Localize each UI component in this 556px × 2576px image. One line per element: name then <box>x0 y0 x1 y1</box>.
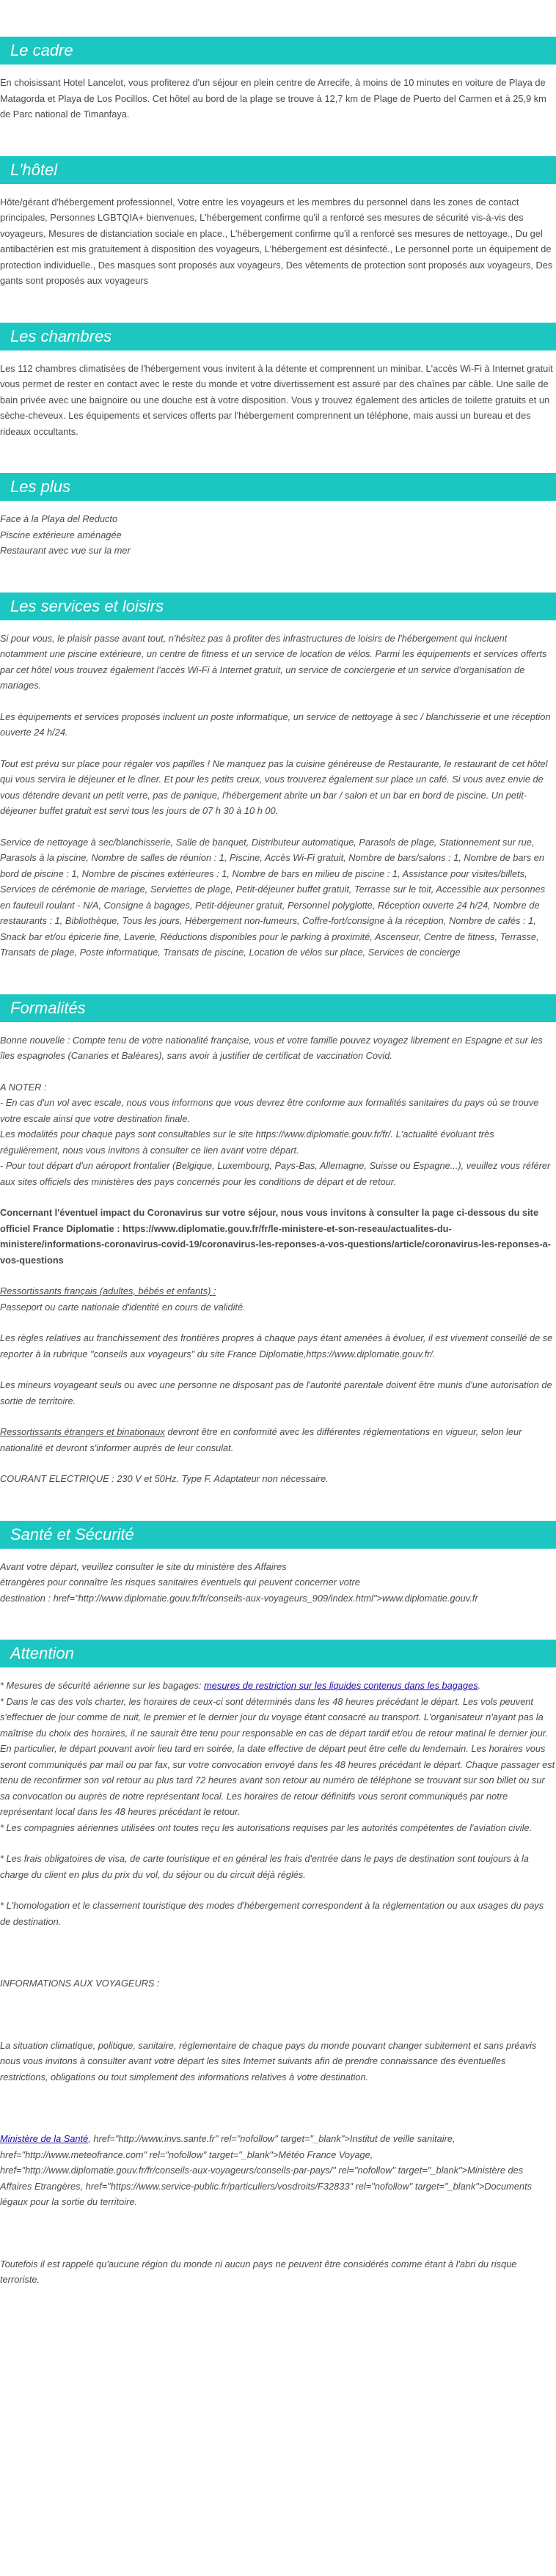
attention-body <box>0 1678 556 2288</box>
french-nationals-text: Passeport ou carte nationale d'identité en cours de validité. <box>0 1301 246 1313</box>
formalites-electric: COURANT ELECTRIQUE : 230 V et 50Hz. Type F. Adaptateur non nécessaire. <box>0 1473 329 1484</box>
spacer <box>0 2210 556 2256</box>
info-heading: INFORMATIONS AUX VOYAGEURS : <box>0 1978 160 1989</box>
section-title-sante: Santé et Sécurité <box>0 1521 556 1549</box>
plus-item: Piscine extérieure aménagée <box>0 529 122 540</box>
note-line: A NOTER : <box>0 1081 47 1093</box>
section-cadre <box>0 37 556 122</box>
section-chambres <box>0 323 556 440</box>
sites-rest: , href="http://www.invs.sante.fr" rel="nofollow" target="_blank">Institut de veille sanitaire, href="http://www.meteofrance.com" rel="nofollow" target="_blank">Météo France Voyage, href="http://www.diplomatie.gouv.fr/fr/conseils-aux-voyageurs/conseils-par-pays/" rel="nofollow" target="_blank">Ministère des Affaires Etrangères, href="https://www.service-public.fr/particuliers/vosdroits/F32833" rel="nofollow" target="_blank">Documents légaux pour la sortie du territoire. <box>0 2133 533 2207</box>
section-plus <box>0 473 556 559</box>
fees-text: * Les frais obligatoires de visa, de carte touristique et en général les frais d'entrée dans le pays de destination sont toujours à la charge du client en plus du prix du vol, du séjour ou du circuit déjà réglés. <box>0 1853 529 1880</box>
sante-text <box>0 1559 556 1607</box>
section-attention <box>0 1640 556 2288</box>
spacer <box>0 1929 556 1975</box>
sites-text <box>0 2131 556 2210</box>
sante-line: étrangères pour connaître les risques sanitaires éventuels qui peuvent concerner votre <box>0 1577 360 1588</box>
formalites-note <box>0 1079 556 1190</box>
section-formalites <box>0 994 556 1487</box>
section-title-formalites: Formalités <box>0 994 556 1022</box>
section-sante <box>0 1521 556 1607</box>
spacer <box>0 1882 556 1898</box>
section-title-chambres: Les chambres <box>0 323 556 351</box>
formalites-french-nationals <box>0 1283 556 1315</box>
ministere-sante-link[interactable]: Ministère de la Santé <box>0 2133 89 2144</box>
sante-line: destination : href="http://www.diplomatie.gouv.fr/fr/conseils-aux-voyageurs_909/index.html">www.diplomatie.gouv.fr <box>0 1592 478 1604</box>
section-title-attention: Attention <box>0 1640 556 1667</box>
homologation-text: * L'homologation et le classement touristique des modes d'hébergement correspondent à la réglementation ou aux usages du pays de destination. <box>0 1900 544 1927</box>
foreign-text: devront être en conformité avec les différentes réglementations en vigueur, selon leur nationalité et devront s'informer auprès de leur consulat. <box>0 1426 522 1453</box>
security-suffix: . <box>478 1680 481 1691</box>
services-paragraph: Si pour vous, le plaisir passe avant tout, n'hésitez pas à profiter des infrastructures de loisirs de l'hébergement qui incluent notamment une piscine extérieure, un centre de fitness et un service de location de vélos. Parmi les équipements et services offerts par cet hôtel vous trouvez également l'accès Wi-Fi à Internet gratuit, un service de conciergerie et un service d'organisation de mariages. <box>0 632 547 691</box>
hotel-text: Hôte/gérant d'hébergement professionnel, Votre entre les voyageurs et les membres du personnel dans les zones de contact principales, Personnes LGBTQIA+ bienvenues, L'hébergement confirme qu'il a renforcé ses mesures de sécurité vis-à-vis des voyageurs, Mesures de distanciation sociale en place., L'hébergement confirme qu'il a renforcé ses mesures de nettoyage., Du gel antibactérien est mis gratuitement à disposition des voyageurs, L'hébergement est désinfecté., Le personnel porte un équipement de protection individuelle., Des masques sont proposés aux voyageurs, Des vêtements de protection sont proposés aux voyageurs, Des gants sont proposés aux voyageurs <box>0 196 553 286</box>
liquids-restriction-link[interactable]: mesures de restriction sur les liquides contenus dans les bagages <box>204 1680 478 1691</box>
security-line <box>0 1678 556 1694</box>
section-hotel <box>0 156 556 289</box>
section-title-plus: Les plus <box>0 473 556 501</box>
formalites-intro: Bonne nouvelle : Compte tenu de votre nationalité française, vous et votre famille pouvez voyagez librement en Espagne et sur les îles espagnoles (Canaries et Baléares), sans avoir à justifier de certificat de vaccination Covid. <box>0 1034 543 1061</box>
section-title-cadre: Le cadre <box>0 37 556 65</box>
flights-text: * Dans le cas des vols charter, les horaires de ceux-ci sont déterminés dans les 48 heures précédant le départ. Les vols peuvent s'effectuer de jour comme de nuit, le premier et le dernier jour du voyage étant consacré au transport. L'organisateur n'ayant pas la maîtrise du choix des horaires, il ne saurait être tenu pour responsable en cas de départ tardif et/ou de retour matinal le dernier jour. En particulier, le départ pouvant avoir lieu tard en soirée, la date effective de départ peut être celle du lendemain. Les horaires vous seront communiqués par mail ou par fax, sur votre convocation envoyé dans les 48 heures précédant le départ. Chaque passager est tenu de reconfirmer son vol retour au plus tard 72 heures avant son retour au numéro de téléphone se trouvant sur son billet ou sur sa convocation ou auprès de notre représentant local. Les horaires de retour définitifs vous seront communiqués par notre représentant local dans les 48 heures précédant le retour. <box>0 1695 555 1817</box>
french-nationals-heading: Ressortissants français (adultes, bébés et enfants) : <box>0 1285 216 1296</box>
spacer <box>0 1992 556 2038</box>
spacer <box>0 2085 556 2131</box>
plus-list <box>0 511 556 559</box>
spacer <box>0 1835 556 1851</box>
airlines-text: * Les compagnies aériennes utilisées ont toutes reçu les autorisations requises par les autorités compétentes de l'aviation civile. <box>0 1821 533 1833</box>
services-paragraph: Les équipements et services proposés incluent un poste informatique, un service de nettoyage à sec / blanchisserie et une réception ouverte 24 h/24. <box>0 711 551 738</box>
section-services <box>0 592 556 961</box>
plus-item: Face à la Playa del Reducto <box>0 513 118 524</box>
note-line: Les modalités pour chaque pays sont consultables sur le site https://www.diplomatie.gouv.fr/fr/. L'actualité évoluant très régulièrement, nous vous invitons à consulter ce lien avant votre départ. <box>0 1129 494 1156</box>
terror-text: Toutefois il est rappelé qu'aucune région du monde ni aucun pays ne peuvent être considérés comme étant à l'abri du risque terroriste. <box>0 2258 517 2285</box>
plus-item: Restaurant avec vue sur la mer <box>0 545 131 556</box>
note-line: - En cas d'un vol avec escale, nous vous informons que vous devrez être conforme aux formalités sanitaires du pays où se trouve votre escale ainsi que votre destination finale. <box>0 1097 539 1124</box>
sante-line: Avant votre départ, veuillez consulter le site du ministère des Affaires <box>0 1560 287 1572</box>
formalites-minors: Les mineurs voyageant seuls ou avec une personne ne disposant pas de l'autorité parentale doivent être munis d'une autorisation de sortie de territoire. <box>0 1379 552 1406</box>
section-title-hotel: L'hôtel <box>0 156 556 184</box>
note-line: - Pour tout départ d'un aéroport frontalier (Belgique, Luxembourg, Pays-Bas, Allemagne, Suisse ou Espagne...), veuillez vous référer aux sites officiels des ministères des pays concernés pour les conditions de départ et de retour. <box>0 1160 551 1187</box>
formalites-coronavirus: Concernant l'éventuel impact du Coronavirus sur votre séjour, nous vous invitons à consulter la page ci-dessous du site officiel France Diplomatie : https://www.diplomatie.gouv.fr/fr/le-ministere-et-son-reseau/actualites-du-ministere/informations-coronavirus-covid-19/coronavirus-les-reponses-a-vos-questions/article/coronavirus-les-reponses-a-vos-questions <box>0 1207 551 1266</box>
formalites-rules: Les règles relatives au franchissement des frontières propres à chaque pays étant amenées à évoluer, il est vivement conseillé de se reporter à la rubrique "conseils aux voyageurs" du site France Diplomatie,https://www.diplomatie.gouv.fr/. <box>0 1332 553 1359</box>
cadre-text: En choisissant Hotel Lancelot, vous profiterez d'un séjour en plein centre de Arrecife, à moins de 10 minutes en voiture de Playa de Matagorda et Playa de Los Pocillos. Cet hôtel au bord de la plage se trouve à 12,7 km de Plage de Puerto del Carmen et à 25,9 km de Parc national de Timanfaya. <box>0 77 546 120</box>
situation-line: nous vous invitons à consulter avant votre départ les sites Internet suivants afin de prendre connaissance des éventuelles restrictions, obligations ou tout simplement des informations relatives à votre destination. <box>0 2055 506 2083</box>
security-prefix: * Mesures de sécurité aérienne sur les bagages: <box>0 1680 205 1691</box>
chambres-text: Les 112 chambres climatisées de l'hébergement vous invitent à la détente et comprennent un minibar. L'accès Wi-Fi à Internet gratuit vous permet de rester en contact avec le reste du monde et votre divertissement est assuré par des chaînes par câble. Une salle de bain privée avec une baignoire ou une douche est à votre disposition. Vous y trouvez également des articles de toilette gratuits et un sèche-cheveux. Les équipements et services offerts par l'hébergement comprennent un téléphone, mais aussi un bureau et des rideaux occultants. <box>0 362 553 437</box>
section-title-services: Les services et loisirs <box>0 592 556 620</box>
foreign-heading: Ressortissants étrangers et binationaux <box>0 1426 165 1437</box>
formalites-foreign <box>0 1424 556 1456</box>
situation-line: La situation climatique, politique, sanitaire, réglementaire de chaque pays du monde pouvant changer subitement et sans préavis <box>0 2039 537 2051</box>
services-paragraph: Tout est prévu sur place pour régaler vos papilles ! Ne manquez pas la cuisine généreuse de Restaurante, le restaurant de cet hôtel qui vous servira le déjeuner et le dîner. Et pour les petits creux, vous trouverez également sur place un café. Si vous avez envie de vous détendre devant un petit verre, pas de panique, l'hébergement abrite un bar / salon et un bar en bord de piscine. Un petit-déjeuner buffet gratuit est servi tous les jours de 07 h 30 à 10 h 00. <box>0 757 548 816</box>
services-paragraph: Service de nettoyage à sec/blanchisserie, Salle de banquet, Distributeur automatique, Parasols de plage, Stationnement sur rue, Parasols à la piscine, Nombre de salles de réunion : 1, Piscine, Accès Wi-Fi gratuit, Nombre de bars/salons : 1, Nombre de bars en bord de piscine : 1, Nombre de piscines extérieures : 1, Nombre de bars en milieu de piscine : 1, Assistance pour visites/billets, Services de cérémonie de mariage, Serviettes de plage, Petit-déjeuner buffet gratuit, Terrasse sur le toit, Accessible aux personnes en fauteuil roulant - N/A, Consigne à bagages, Petit-déjeuner gratuit, Personnel polyglotte, Réception ouverte 24 h/24, Nombre de restaurants : 1, Bibliothèque, Tous les jours, Hébergement non-fumeurs, Coffre-fort/consigne à la réception, Nombre de cafés : 1, Snack bar et/ou épicerie fine, Laverie, Réductions disponibles pour le parking à proximité, Ascenseur, Centre de fitness, Terrasse, Transats de plage, Poste informatique, Transats de piscine, Location de vélos sur place, Services de concierge <box>0 836 546 958</box>
